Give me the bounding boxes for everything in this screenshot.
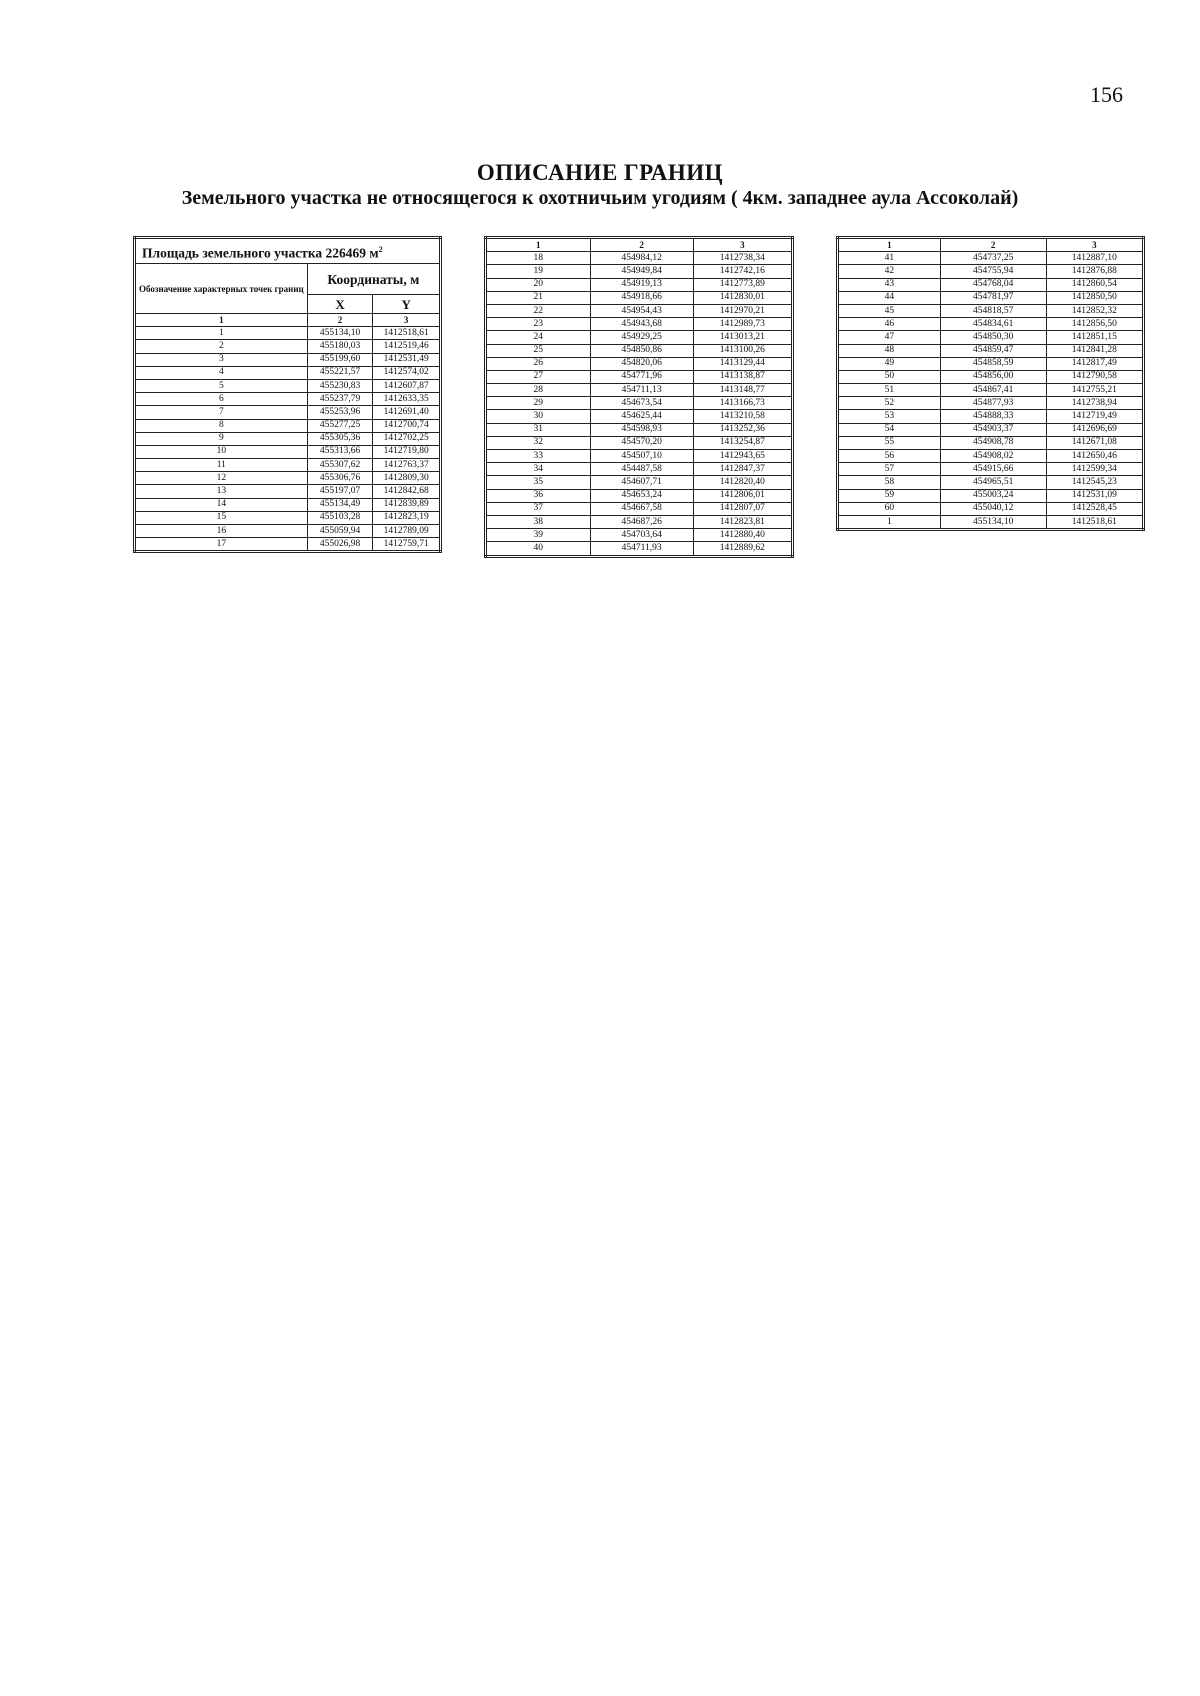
x-coordinate-cell: 454834,61 xyxy=(940,318,1046,331)
axis-y-header: Y xyxy=(373,295,441,314)
table-row xyxy=(486,529,793,542)
x-coordinate-cell: 454771,96 xyxy=(590,370,693,383)
y-coordinate-cell: 1412789,09 xyxy=(373,525,441,538)
y-coordinate-cell: 1412574,02 xyxy=(373,366,441,379)
table-row xyxy=(838,423,1144,436)
x-coordinate-cell: 455277,25 xyxy=(307,419,373,432)
x-coordinate-cell: 454929,25 xyxy=(590,331,693,344)
point-number-cell: 52 xyxy=(838,397,941,410)
table-row xyxy=(486,423,793,436)
table-row xyxy=(838,515,1144,529)
point-number-cell: 56 xyxy=(838,450,941,463)
table-row xyxy=(135,498,441,511)
area-cell xyxy=(135,238,441,264)
y-coordinate-cell: 1412702,25 xyxy=(373,432,441,445)
point-number-cell: 60 xyxy=(838,502,941,515)
x-coordinate-cell: 454903,37 xyxy=(940,423,1046,436)
point-number-cell: 13 xyxy=(135,485,308,498)
y-coordinate-cell: 1412518,61 xyxy=(1046,515,1143,529)
y-coordinate-cell: 1412599,34 xyxy=(1046,463,1143,476)
point-number-cell: 26 xyxy=(486,357,591,370)
point-number-cell: 22 xyxy=(486,304,591,317)
x-coordinate-cell: 454820,06 xyxy=(590,357,693,370)
table-row xyxy=(486,515,793,528)
table-row xyxy=(838,357,1144,370)
y-coordinate-cell: 1412852,32 xyxy=(1046,304,1143,317)
table-row xyxy=(135,538,441,552)
point-number-cell: 37 xyxy=(486,502,591,515)
table-row xyxy=(486,291,793,304)
column-number: 2 xyxy=(940,238,1046,252)
coords-header-row xyxy=(135,264,441,295)
point-number-cell: 29 xyxy=(486,397,591,410)
x-coordinate-cell: 454607,71 xyxy=(590,476,693,489)
coordinates-table-3 xyxy=(836,236,1145,531)
point-number-cell: 14 xyxy=(135,498,308,511)
area-header-row xyxy=(135,238,441,264)
y-coordinate-cell: 1412607,87 xyxy=(373,379,441,392)
table-row xyxy=(838,476,1144,489)
point-number-cell: 58 xyxy=(838,476,941,489)
point-number-cell: 32 xyxy=(486,436,591,449)
y-coordinate-cell: 1412841,28 xyxy=(1046,344,1143,357)
column-number: 3 xyxy=(373,314,441,327)
table-row xyxy=(486,357,793,370)
table-row xyxy=(486,397,793,410)
point-number-cell: 9 xyxy=(135,432,308,445)
point-number-cell: 27 xyxy=(486,370,591,383)
x-coordinate-cell: 454653,24 xyxy=(590,489,693,502)
x-coordinate-cell: 454918,66 xyxy=(590,291,693,304)
document-subtitle: Земельного участка не относящегося к охотничьим угодиям ( 4км. западнее аула Ассоколай) xyxy=(181,187,1019,209)
column-number: 2 xyxy=(307,314,373,327)
point-number-cell: 46 xyxy=(838,318,941,331)
point-number-cell: 44 xyxy=(838,291,941,304)
table-row xyxy=(486,542,793,556)
y-coordinate-cell: 1412759,71 xyxy=(373,538,441,552)
y-coordinate-cell: 1412742,16 xyxy=(693,265,792,278)
column-number: 1 xyxy=(838,238,941,252)
y-coordinate-cell: 1412519,46 xyxy=(373,340,441,353)
x-coordinate-cell: 455134,49 xyxy=(307,498,373,511)
table-row xyxy=(486,450,793,463)
x-coordinate-cell: 454703,64 xyxy=(590,529,693,542)
point-number-cell: 19 xyxy=(486,265,591,278)
point-number-cell: 45 xyxy=(838,304,941,317)
point-number-cell: 30 xyxy=(486,410,591,423)
table-row xyxy=(135,459,441,472)
point-number-cell: 34 xyxy=(486,463,591,476)
table-row xyxy=(486,370,793,383)
table-row xyxy=(486,331,793,344)
table-row xyxy=(838,384,1144,397)
x-coordinate-cell: 454737,25 xyxy=(940,252,1046,265)
table-row xyxy=(838,278,1144,291)
x-coordinate-cell: 454888,33 xyxy=(940,410,1046,423)
y-coordinate-cell: 1412755,21 xyxy=(1046,384,1143,397)
point-number-cell: 24 xyxy=(486,331,591,344)
y-coordinate-cell: 1412671,08 xyxy=(1046,436,1143,449)
table-row xyxy=(838,502,1144,515)
x-coordinate-cell: 454687,26 xyxy=(590,515,693,528)
point-number-cell: 55 xyxy=(838,436,941,449)
point-number-cell: 2 xyxy=(135,340,308,353)
point-number-cell: 51 xyxy=(838,384,941,397)
table-row xyxy=(486,304,793,317)
column-number-row xyxy=(838,238,1144,252)
column-number: 1 xyxy=(135,314,308,327)
point-number-cell: 28 xyxy=(486,384,591,397)
x-coordinate-cell: 455313,66 xyxy=(307,445,373,458)
point-number-cell: 43 xyxy=(838,278,941,291)
y-coordinate-cell: 1412850,50 xyxy=(1046,291,1143,304)
x-coordinate-cell: 454711,93 xyxy=(590,542,693,556)
x-coordinate-cell: 454919,13 xyxy=(590,278,693,291)
point-number-cell: 15 xyxy=(135,511,308,524)
column-number: 2 xyxy=(590,238,693,252)
y-coordinate-cell: 1412531,49 xyxy=(373,353,441,366)
table-row xyxy=(135,406,441,419)
y-coordinate-cell: 1412773,89 xyxy=(693,278,792,291)
table-row xyxy=(486,318,793,331)
table-row xyxy=(486,436,793,449)
y-coordinate-cell: 1412842,68 xyxy=(373,485,441,498)
y-coordinate-cell: 1412700,74 xyxy=(373,419,441,432)
y-coordinate-cell: 1413100,26 xyxy=(693,344,792,357)
x-coordinate-cell: 454908,02 xyxy=(940,450,1046,463)
x-coordinate-cell: 454598,93 xyxy=(590,423,693,436)
area-label: Площадь земельного участка 226469 м xyxy=(142,245,379,261)
table-row xyxy=(486,344,793,357)
y-coordinate-cell: 1412528,45 xyxy=(1046,502,1143,515)
point-number-cell: 38 xyxy=(486,515,591,528)
point-number-cell: 57 xyxy=(838,463,941,476)
y-coordinate-cell: 1413138,87 xyxy=(693,370,792,383)
y-coordinate-cell: 1412806,01 xyxy=(693,489,792,502)
y-coordinate-cell: 1412860,54 xyxy=(1046,278,1143,291)
point-number-cell: 17 xyxy=(135,538,308,552)
y-coordinate-cell: 1412719,80 xyxy=(373,445,441,458)
x-coordinate-cell: 454984,12 xyxy=(590,252,693,265)
x-coordinate-cell: 454781,97 xyxy=(940,291,1046,304)
table-row xyxy=(838,252,1144,265)
x-coordinate-cell: 455040,12 xyxy=(940,502,1046,515)
x-coordinate-cell: 455237,79 xyxy=(307,393,373,406)
table-row xyxy=(838,463,1144,476)
point-number-cell: 54 xyxy=(838,423,941,436)
y-coordinate-cell: 1412839,89 xyxy=(373,498,441,511)
table-row xyxy=(838,397,1144,410)
table-row xyxy=(838,370,1144,383)
column-number: 3 xyxy=(1046,238,1143,252)
y-coordinate-cell: 1412545,23 xyxy=(1046,476,1143,489)
point-number-cell: 47 xyxy=(838,331,941,344)
y-coordinate-cell: 1412738,34 xyxy=(693,252,792,265)
x-coordinate-cell: 454859,47 xyxy=(940,344,1046,357)
point-number-cell: 48 xyxy=(838,344,941,357)
x-coordinate-cell: 454625,44 xyxy=(590,410,693,423)
point-number-cell: 3 xyxy=(135,353,308,366)
y-coordinate-cell: 1412807,07 xyxy=(693,502,792,515)
y-coordinate-cell: 1412820,40 xyxy=(693,476,792,489)
x-coordinate-cell: 454965,51 xyxy=(940,476,1046,489)
y-coordinate-cell: 1412531,09 xyxy=(1046,489,1143,502)
axis-x-header: X xyxy=(307,295,373,314)
point-number-cell: 40 xyxy=(486,542,591,556)
table-row xyxy=(486,384,793,397)
x-coordinate-cell: 454858,59 xyxy=(940,357,1046,370)
y-coordinate-cell: 1412823,81 xyxy=(693,515,792,528)
column-number-row xyxy=(135,314,441,327)
point-number-cell: 23 xyxy=(486,318,591,331)
table-row xyxy=(135,485,441,498)
table-row xyxy=(486,502,793,515)
x-coordinate-cell: 454954,43 xyxy=(590,304,693,317)
x-coordinate-cell: 454667,58 xyxy=(590,502,693,515)
table-row xyxy=(135,511,441,524)
x-coordinate-cell: 455306,76 xyxy=(307,472,373,485)
table-row xyxy=(838,410,1144,423)
point-number-cell: 16 xyxy=(135,525,308,538)
table-row xyxy=(135,327,441,340)
x-coordinate-cell: 455134,10 xyxy=(307,327,373,340)
table-1-body xyxy=(135,327,441,552)
area-unit-superscript: 2 xyxy=(378,244,383,254)
point-number-cell: 7 xyxy=(135,406,308,419)
table-row xyxy=(838,489,1144,502)
point-number-cell: 21 xyxy=(486,291,591,304)
x-coordinate-cell: 454850,86 xyxy=(590,344,693,357)
x-coordinate-cell: 454867,41 xyxy=(940,384,1046,397)
y-coordinate-cell: 1412943,65 xyxy=(693,450,792,463)
x-coordinate-cell: 454949,84 xyxy=(590,265,693,278)
y-coordinate-cell: 1412719,49 xyxy=(1046,410,1143,423)
table-3-body xyxy=(838,252,1144,530)
table-row xyxy=(486,278,793,291)
table-row xyxy=(838,436,1144,449)
point-number-cell: 53 xyxy=(838,410,941,423)
x-coordinate-cell: 455199,60 xyxy=(307,353,373,366)
point-label-header: Обозначение характерных точек границ xyxy=(135,264,308,314)
coordinates-table-1 xyxy=(133,236,442,553)
point-number-cell: 4 xyxy=(135,366,308,379)
y-coordinate-cell: 1413254,87 xyxy=(693,436,792,449)
x-coordinate-cell: 455134,10 xyxy=(940,515,1046,529)
y-coordinate-cell: 1412696,69 xyxy=(1046,423,1143,436)
coordinates-header: Координаты, м xyxy=(307,264,440,295)
document-title: ОПИСАНИЕ ГРАНИЦ xyxy=(476,160,724,185)
point-number-cell: 1 xyxy=(135,327,308,340)
table-row xyxy=(486,489,793,502)
page-number: 156 xyxy=(1090,82,1123,107)
table-row xyxy=(838,318,1144,331)
y-coordinate-cell: 1412989,73 xyxy=(693,318,792,331)
y-coordinate-cell: 1412887,10 xyxy=(1046,252,1143,265)
point-number-cell: 36 xyxy=(486,489,591,502)
x-coordinate-cell: 454673,54 xyxy=(590,397,693,410)
point-number-cell: 49 xyxy=(838,357,941,370)
y-coordinate-cell: 1412691,40 xyxy=(373,406,441,419)
table-row xyxy=(838,291,1144,304)
point-number-cell: 18 xyxy=(486,252,591,265)
point-number-cell: 50 xyxy=(838,370,941,383)
y-coordinate-cell: 1412817,49 xyxy=(1046,357,1143,370)
table-row xyxy=(135,393,441,406)
x-coordinate-cell: 454818,57 xyxy=(940,304,1046,317)
y-coordinate-cell: 1412847,37 xyxy=(693,463,792,476)
point-number-cell: 59 xyxy=(838,489,941,502)
table-row xyxy=(838,450,1144,463)
point-number-cell: 39 xyxy=(486,529,591,542)
point-number-cell: 12 xyxy=(135,472,308,485)
table-row xyxy=(135,366,441,379)
y-coordinate-cell: 1412876,88 xyxy=(1046,265,1143,278)
column-number-row xyxy=(486,238,793,252)
table-row xyxy=(135,432,441,445)
table-row xyxy=(486,252,793,265)
point-number-cell: 35 xyxy=(486,476,591,489)
point-number-cell: 25 xyxy=(486,344,591,357)
point-number-cell: 1 xyxy=(838,515,941,529)
point-number-cell: 5 xyxy=(135,379,308,392)
table-row xyxy=(135,472,441,485)
y-coordinate-cell: 1413252,36 xyxy=(693,423,792,436)
x-coordinate-cell: 454856,00 xyxy=(940,370,1046,383)
x-coordinate-cell: 454570,20 xyxy=(590,436,693,449)
y-coordinate-cell: 1412650,46 xyxy=(1046,450,1143,463)
table-row xyxy=(135,445,441,458)
y-coordinate-cell: 1412633,35 xyxy=(373,393,441,406)
table-row xyxy=(135,340,441,353)
y-coordinate-cell: 1412823,19 xyxy=(373,511,441,524)
y-coordinate-cell: 1413013,21 xyxy=(693,331,792,344)
x-coordinate-cell: 454915,66 xyxy=(940,463,1046,476)
y-coordinate-cell: 1412790,58 xyxy=(1046,370,1143,383)
column-number: 3 xyxy=(693,238,792,252)
x-coordinate-cell: 454768,04 xyxy=(940,278,1046,291)
y-coordinate-cell: 1412880,40 xyxy=(693,529,792,542)
x-coordinate-cell: 454908,78 xyxy=(940,436,1046,449)
point-number-cell: 31 xyxy=(486,423,591,436)
x-coordinate-cell: 455103,28 xyxy=(307,511,373,524)
x-coordinate-cell: 455026,98 xyxy=(307,538,373,552)
point-number-cell: 42 xyxy=(838,265,941,278)
x-coordinate-cell: 455180,03 xyxy=(307,340,373,353)
point-number-cell: 20 xyxy=(486,278,591,291)
y-coordinate-cell: 1412738,94 xyxy=(1046,397,1143,410)
point-number-cell: 11 xyxy=(135,459,308,472)
table-row xyxy=(838,304,1144,317)
point-number-cell: 8 xyxy=(135,419,308,432)
point-number-cell: 10 xyxy=(135,445,308,458)
y-coordinate-cell: 1412763,37 xyxy=(373,459,441,472)
y-coordinate-cell: 1413210,58 xyxy=(693,410,792,423)
x-coordinate-cell: 455003,24 xyxy=(940,489,1046,502)
table-row xyxy=(486,463,793,476)
coordinates-table-2 xyxy=(484,236,794,558)
table-row xyxy=(486,265,793,278)
point-number-cell: 33 xyxy=(486,450,591,463)
y-coordinate-cell: 1413166,73 xyxy=(693,397,792,410)
x-coordinate-cell: 455221,57 xyxy=(307,366,373,379)
x-coordinate-cell: 454507,10 xyxy=(590,450,693,463)
table-row xyxy=(135,419,441,432)
x-coordinate-cell: 455230,83 xyxy=(307,379,373,392)
y-coordinate-cell: 1413148,77 xyxy=(693,384,792,397)
x-coordinate-cell: 455253,96 xyxy=(307,406,373,419)
y-coordinate-cell: 1413129,44 xyxy=(693,357,792,370)
table-row xyxy=(838,265,1144,278)
y-coordinate-cell: 1412830,01 xyxy=(693,291,792,304)
x-coordinate-cell: 454877,93 xyxy=(940,397,1046,410)
table-row xyxy=(135,525,441,538)
table-row xyxy=(838,344,1144,357)
x-coordinate-cell: 454755,94 xyxy=(940,265,1046,278)
table-row xyxy=(486,476,793,489)
table-row xyxy=(135,379,441,392)
x-coordinate-cell: 455307,62 xyxy=(307,459,373,472)
table-row xyxy=(838,331,1144,344)
y-coordinate-cell: 1412856,50 xyxy=(1046,318,1143,331)
table-2-body xyxy=(486,252,793,556)
x-coordinate-cell: 454943,68 xyxy=(590,318,693,331)
y-coordinate-cell: 1412809,30 xyxy=(373,472,441,485)
point-number-cell: 41 xyxy=(838,252,941,265)
y-coordinate-cell: 1412889,62 xyxy=(693,542,792,556)
y-coordinate-cell: 1412970,21 xyxy=(693,304,792,317)
point-number-cell: 6 xyxy=(135,393,308,406)
table-row xyxy=(135,353,441,366)
x-coordinate-cell: 455305,36 xyxy=(307,432,373,445)
x-coordinate-cell: 455197,07 xyxy=(307,485,373,498)
y-coordinate-cell: 1412518,61 xyxy=(373,327,441,340)
x-coordinate-cell: 454850,30 xyxy=(940,331,1046,344)
table-row xyxy=(486,410,793,423)
column-number: 1 xyxy=(486,238,591,252)
x-coordinate-cell: 454487,58 xyxy=(590,463,693,476)
y-coordinate-cell: 1412851,15 xyxy=(1046,331,1143,344)
x-coordinate-cell: 454711,13 xyxy=(590,384,693,397)
x-coordinate-cell: 455059,94 xyxy=(307,525,373,538)
